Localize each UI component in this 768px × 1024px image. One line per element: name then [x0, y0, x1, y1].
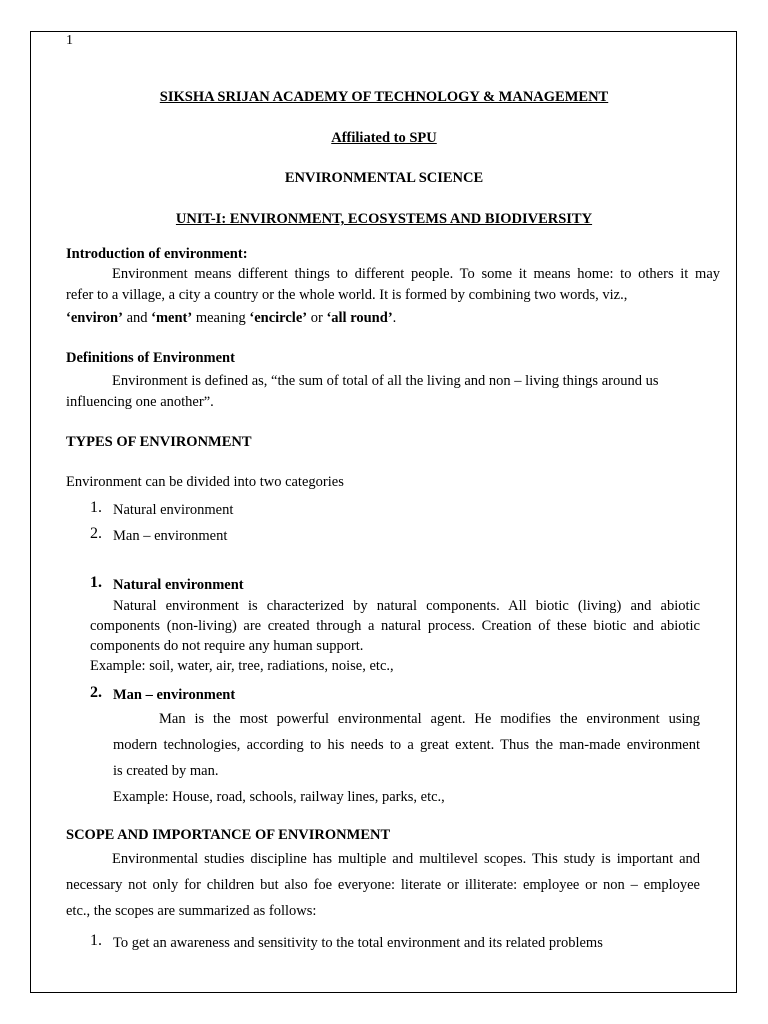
man-heading: Man – environment [113, 687, 236, 703]
institution-title: SIKSHA SRIJAN ACADEMY OF TECHNOLOGY & MANAGEMENT [159, 89, 609, 105]
intro-text: . [392, 310, 397, 326]
scope-paragraph [66, 846, 700, 924]
intro-text: or [307, 310, 327, 326]
types-heading: TYPES OF ENVIRONMENT [66, 434, 252, 450]
scope-line-3: etc., the scopes are summarized as follows: [66, 903, 317, 919]
list-item-man: Man – environment [113, 528, 228, 544]
types-lead: Environment can be divided into two categories [66, 474, 344, 490]
intro-text: meaning [192, 310, 250, 326]
intro-paragraph [66, 264, 720, 329]
term-all-round: ‘all round’ [326, 310, 393, 326]
list-number: 1. [90, 932, 102, 949]
section-number: 2. [90, 684, 102, 701]
definitions-line-2: influencing one another”. [66, 394, 214, 410]
intro-text: and [122, 310, 152, 326]
scope-heading: SCOPE AND IMPORTANCE OF ENVIRONMENT [66, 827, 391, 843]
section-number: 1. [90, 574, 102, 591]
man-line-3: is created by man. [113, 763, 219, 779]
list-item-natural: Natural environment [113, 502, 234, 518]
intro-line-2: refer to a village, a city a country or the whole world. It is formed by combining two words, viz., [66, 287, 628, 303]
natural-example: Example: soil, water, air, tree, radiations, noise, etc., [90, 658, 394, 674]
list-number: 1. [90, 499, 102, 516]
definitions-line-1: Environment is defined as, “the sum of total of all the living and non – living things around us [112, 373, 659, 389]
intro-heading: Introduction of environment: [66, 246, 248, 262]
list-number: 2. [90, 525, 102, 542]
definitions-paragraph [66, 371, 720, 413]
page-number: 1 [66, 33, 73, 48]
natural-body: Natural environment is characterized by natural components. All biotic (living) and abiotic components (non-living) are created through a natural process. Creation of these biotic and abiotic components do not require any human support. [90, 598, 700, 654]
man-example: Example: House, road, schools, railway lines, parks, etc., [113, 789, 445, 805]
scope-line-1: Environmental studies discipline has multiple and multilevel scopes. This study is important and [112, 851, 700, 867]
man-paragraph [113, 706, 700, 810]
scope-item: To get an awareness and sensitivity to the total environment and its related problems [113, 935, 603, 951]
intro-line-1: Environment means different things to different people. To some it means home: to others it may [112, 266, 720, 282]
man-line-1: Man is the most powerful environmental agent. He modifies the environment using [159, 711, 700, 727]
man-line-2: modern technologies, according to his needs to a great extent. Thus the man-made environment [113, 737, 700, 753]
natural-paragraph [90, 596, 700, 676]
definitions-heading: Definitions of Environment [66, 350, 235, 366]
scope-line-2: necessary not only for children but also foe everyone: literate or illiterate: employee or non – employee [66, 877, 700, 893]
term-encircle: ‘encircle’ [249, 310, 308, 326]
natural-heading: Natural environment [113, 577, 244, 593]
subject-title: ENVIRONMENTAL SCIENCE [284, 170, 484, 186]
term-ment: ‘ment’ [151, 310, 193, 326]
affiliation: Affiliated to SPU [331, 130, 437, 146]
unit-title: UNIT-I: ENVIRONMENT, ECOSYSTEMS AND BIODIVERSITY [175, 211, 593, 227]
term-environ: ‘environ’ [66, 310, 123, 326]
